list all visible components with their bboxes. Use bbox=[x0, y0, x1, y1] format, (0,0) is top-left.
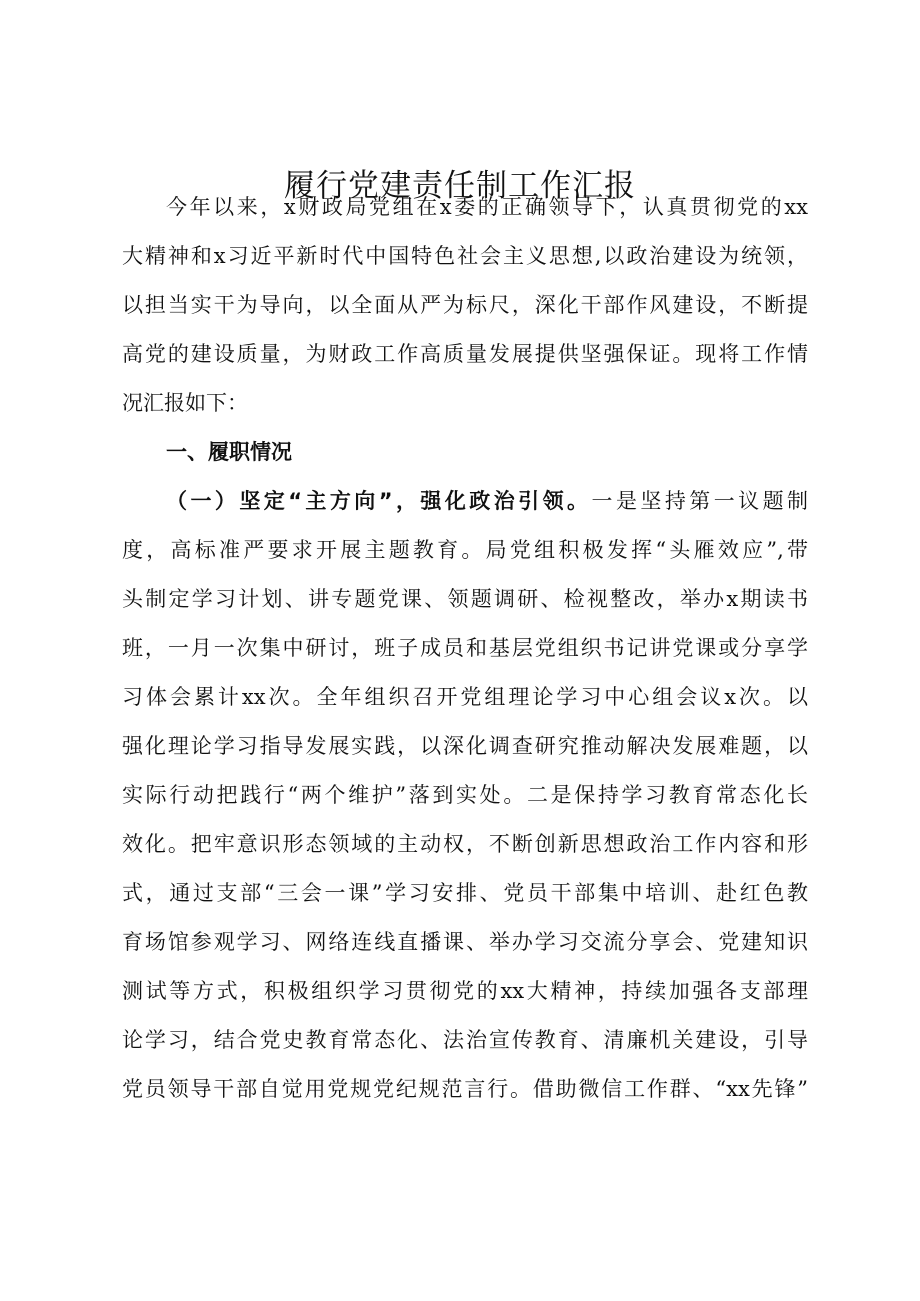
body-line: 头制定学习计划、讲专题党课、领题调研、检视整改，举办x期读书 bbox=[122, 587, 808, 611]
body-line: 强化理论学习指导发展实践，以深化调查研究推动解决发展难题，以 bbox=[122, 734, 808, 758]
subsection-first-line bbox=[166, 486, 808, 516]
subsection-first-line-rest: 一是坚持第一议题制 bbox=[591, 489, 809, 513]
intro-line: 以担当实干为导向，以全面从严为标尺，深化干部作风建设，不断提 bbox=[122, 293, 808, 317]
intro-line: 大精神和x习近平新时代中国特色社会主义思想,以政治建设为统领， bbox=[122, 244, 808, 268]
body-line: 班，一月一次集中研讨，班子成员和基层党组织书记讲党课或分享学 bbox=[122, 636, 808, 660]
subsection-bold-lead: （一）坚定“主方向”，强化政治引领。 bbox=[166, 489, 592, 513]
body-line: 式，通过支部“三会一课”学习安排、党员干部集中培训、赴红色教 bbox=[122, 881, 808, 905]
body-line: 论学习，结合党史教育常态化、法治宣传教育、清廉机关建设，引导 bbox=[122, 1028, 808, 1052]
body-line: 测试等方式，积极组织学习贯彻党的xx大精神，持续加强各支部理 bbox=[122, 979, 808, 1003]
body-line: 党员领导干部自觉用党规党纪规范言行。借助微信工作群、“xx先锋” bbox=[122, 1077, 808, 1101]
section-heading: 一、履职情况 bbox=[166, 440, 292, 464]
body-line: 育场馆参观学习、网络连线直播课、举办学习交流分享会、党建知识 bbox=[122, 930, 808, 954]
body-line: 习体会累计xx次。全年组织召开党组理论学习中心组会议x次。以 bbox=[122, 685, 808, 709]
body-line: 实际行动把践行“两个维护”落到实处。二是保持学习教育常态化长 bbox=[122, 783, 808, 807]
document-title: 履行党建责任制工作汇报 bbox=[284, 168, 636, 204]
body-line: 度，高标准严要求开展主题教育。局党组积极发挥“头雁效应”,带 bbox=[122, 538, 808, 562]
intro-line: 高党的建设质量，为财政工作高质量发展提供坚强保证。现将工作情 bbox=[122, 342, 808, 366]
intro-line: 今年以来，x财政局党组在x委的正确领导下，认真贯彻党的xx bbox=[166, 195, 808, 219]
intro-line: 况汇报如下： bbox=[122, 391, 248, 415]
body-line: 效化。把牢意识形态领域的主动权，不断创新思想政治工作内容和形 bbox=[122, 832, 808, 856]
